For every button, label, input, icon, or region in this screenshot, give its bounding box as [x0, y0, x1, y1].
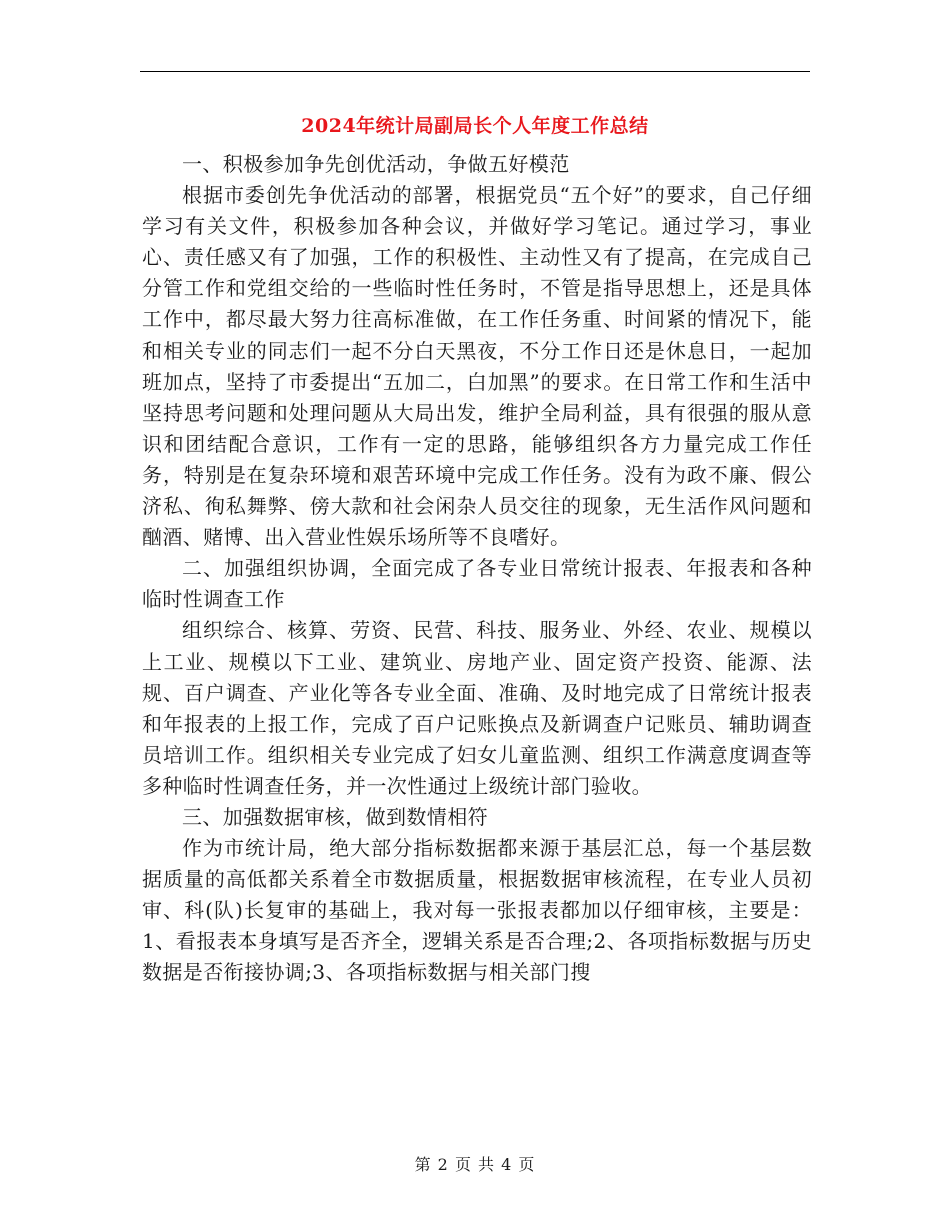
paragraph-2: 组织综合、核算、劳资、民营、科技、服务业、外经、农业、规模以上工业、规模以下工业、建筑业、房地产业、固定资产投资、能源、法规、百户调查、产业化等各专业全面、准确、及时地完成了日常统计报表和年报表的上报工作，完成了百户记账换点及新调查户记账员、辅助调查员培训工作。组织相关专业完成了妇女儿童监测、组织工作满意度调查等多种临时性调查任务，并一次性通过上级统计部门验收。 [142, 618, 812, 798]
header-rule [140, 71, 810, 72]
section-heading-1: 一、积极参加争先创优活动，争做五好模范 [182, 152, 570, 176]
paragraph-3: 作为市统计局，绝大部分指标数据都来源于基层汇总，每一个基层数据质量的高低都关系着全市数据质量，根据数据审核流程，在专业人员初审、科(队)长复审的基础上，我对每一张报表都加以仔细审核，主要是：1、看报表本身填写是否齐全，逻辑关系是否合理;2、各项指标数据与历史数据是否衔接协调;3、各项指标数据与相关部门搜 [142, 836, 812, 985]
paragraph-1: 根据市委创先争优活动的部署，根据党员“五个好”的要求，自己仔细学习有关文件，积极参加各种会议，并做好学习笔记。通过学习，事业心、责任感又有了加强，工作的积极性、主动性又有了提高，在完成自己分管工作和党组交给的一些临时性任务时，不管是指导思想上，还是具体工作中，都尽最大努力往高标准做，在工作任务重、时间紧的情况下，能和相关专业的同志们一起不分白天黑夜，不分工作日还是休息日，一起加班加点，坚持了市委提出“五加二，白加黑”的要求。在日常工作和生活中坚持思考问题和处理问题从大局出发，维护全局利益，具有很强的服从意识和团结配合意识，工作有一定的思路，能够组织各方力量完成工作任务，特别是在复杂环境和艰苦环境中完成工作任务。没有为政不廉、假公济私、徇私舞弊、傍大款和社会闲杂人员交往的现象，无生活作风问题和酗酒、赌博、出入营业性娱乐场所等不良嗜好。 [142, 183, 812, 550]
page-number-footer: 第 2 页 共 4 页 [414, 1155, 536, 1174]
document-title: 2024年统计局副局长个人年度工作总结 [301, 115, 649, 137]
document-body [142, 149, 812, 989]
section-heading-3: 三、加强数据审核，做到数情相符 [182, 804, 488, 829]
section-heading-2: 二、加强组织协调，全面完成了各专业日常统计报表、年报表和各种临时性调查工作 [142, 556, 812, 612]
